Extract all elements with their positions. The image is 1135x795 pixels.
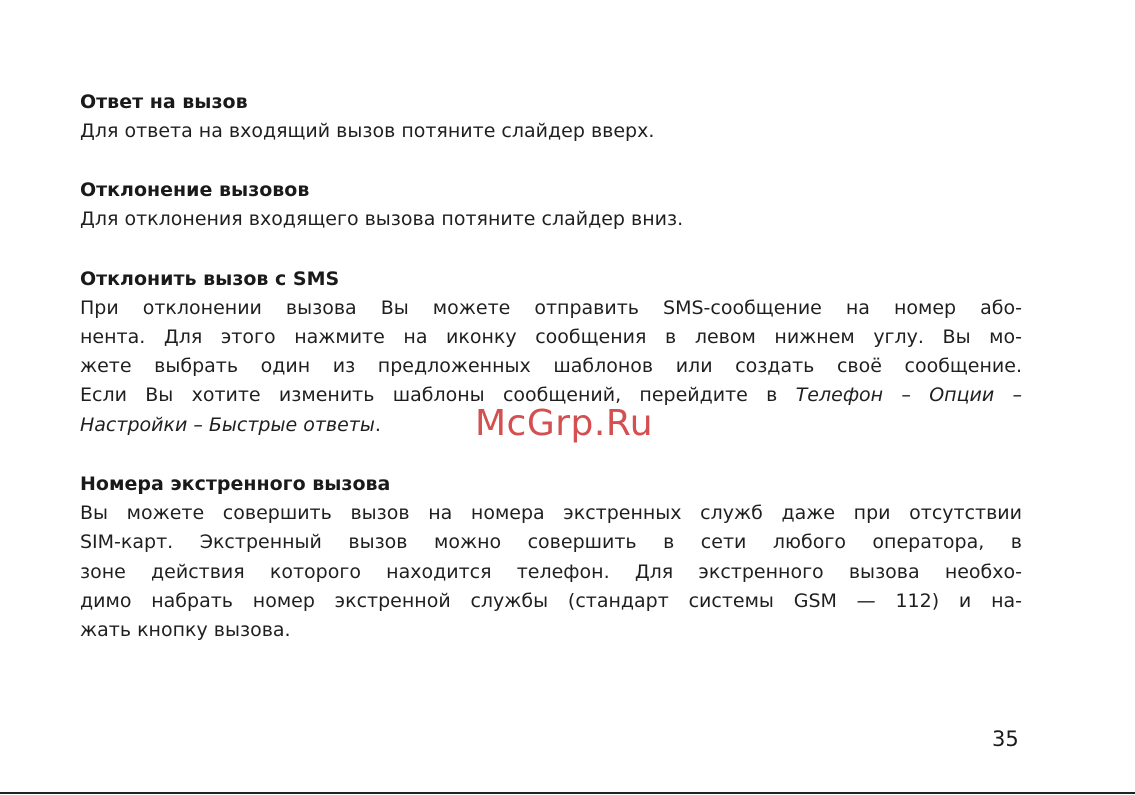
manual-page [80,88,1022,646]
body-line: Для отклонения входящего вызова потяните слайдер вниз. [80,208,684,231]
section-body [80,205,1022,234]
section-heading: Ответ на вызов [80,91,248,113]
section-heading: Отклонение вызовов [80,179,310,202]
settings-path-part1: Телефон – Опции – [795,384,1023,407]
section-answer-call [80,88,1022,146]
body-line: SIM-карт. Экстренный вызов можно совершить в сети любого оператора, в [80,531,1022,554]
body-line [80,411,1022,440]
section-reject-with-sms [80,265,1022,440]
body-line [80,381,1022,410]
page-number: 35 [992,727,1019,751]
end-punctuation: . [374,413,381,436]
body-line: Вы можете совершить вызов на номера экстренных служб даже при отсутствии [80,502,1022,525]
section-body [80,499,1022,645]
body-line: При отклонении вызова Вы можете отправить SMS-сообщение на номер або- [80,296,1022,319]
body-line: зоне действия которого находится телефон. Для экстренного вызова необхо- [80,560,1022,583]
section-reject-call [80,176,1022,234]
body-line: жать кнопку вызова. [80,619,291,642]
watermark-text: McGrp.Ru [475,403,654,444]
body-line: нента. Для этого нажмите на иконку сообщения в левом нижнем углу. Вы мо- [80,325,1022,348]
section-emergency-numbers [80,470,1022,645]
section-heading: Отклонить вызов с SMS [80,267,340,290]
body-line: димо набрать номер экстренной службы (стандарт системы GSM — 112) и на- [80,589,1022,612]
body-line: жете выбрать один из предложенных шаблонов или создать своё сообщение. [80,355,1022,378]
section-body [80,117,1022,146]
section-body [80,294,1022,440]
section-heading: Номера экстренного вызова [80,473,391,496]
body-line: Для ответа на входящий вызов потяните слайдер вверх. [80,120,655,142]
bottom-divider [0,792,1135,794]
body-line-text: Если Вы хотите изменить шаблоны сообщений, перейдите в [80,384,796,407]
settings-path-part2: Настройки – Быстрые ответы [80,413,375,436]
